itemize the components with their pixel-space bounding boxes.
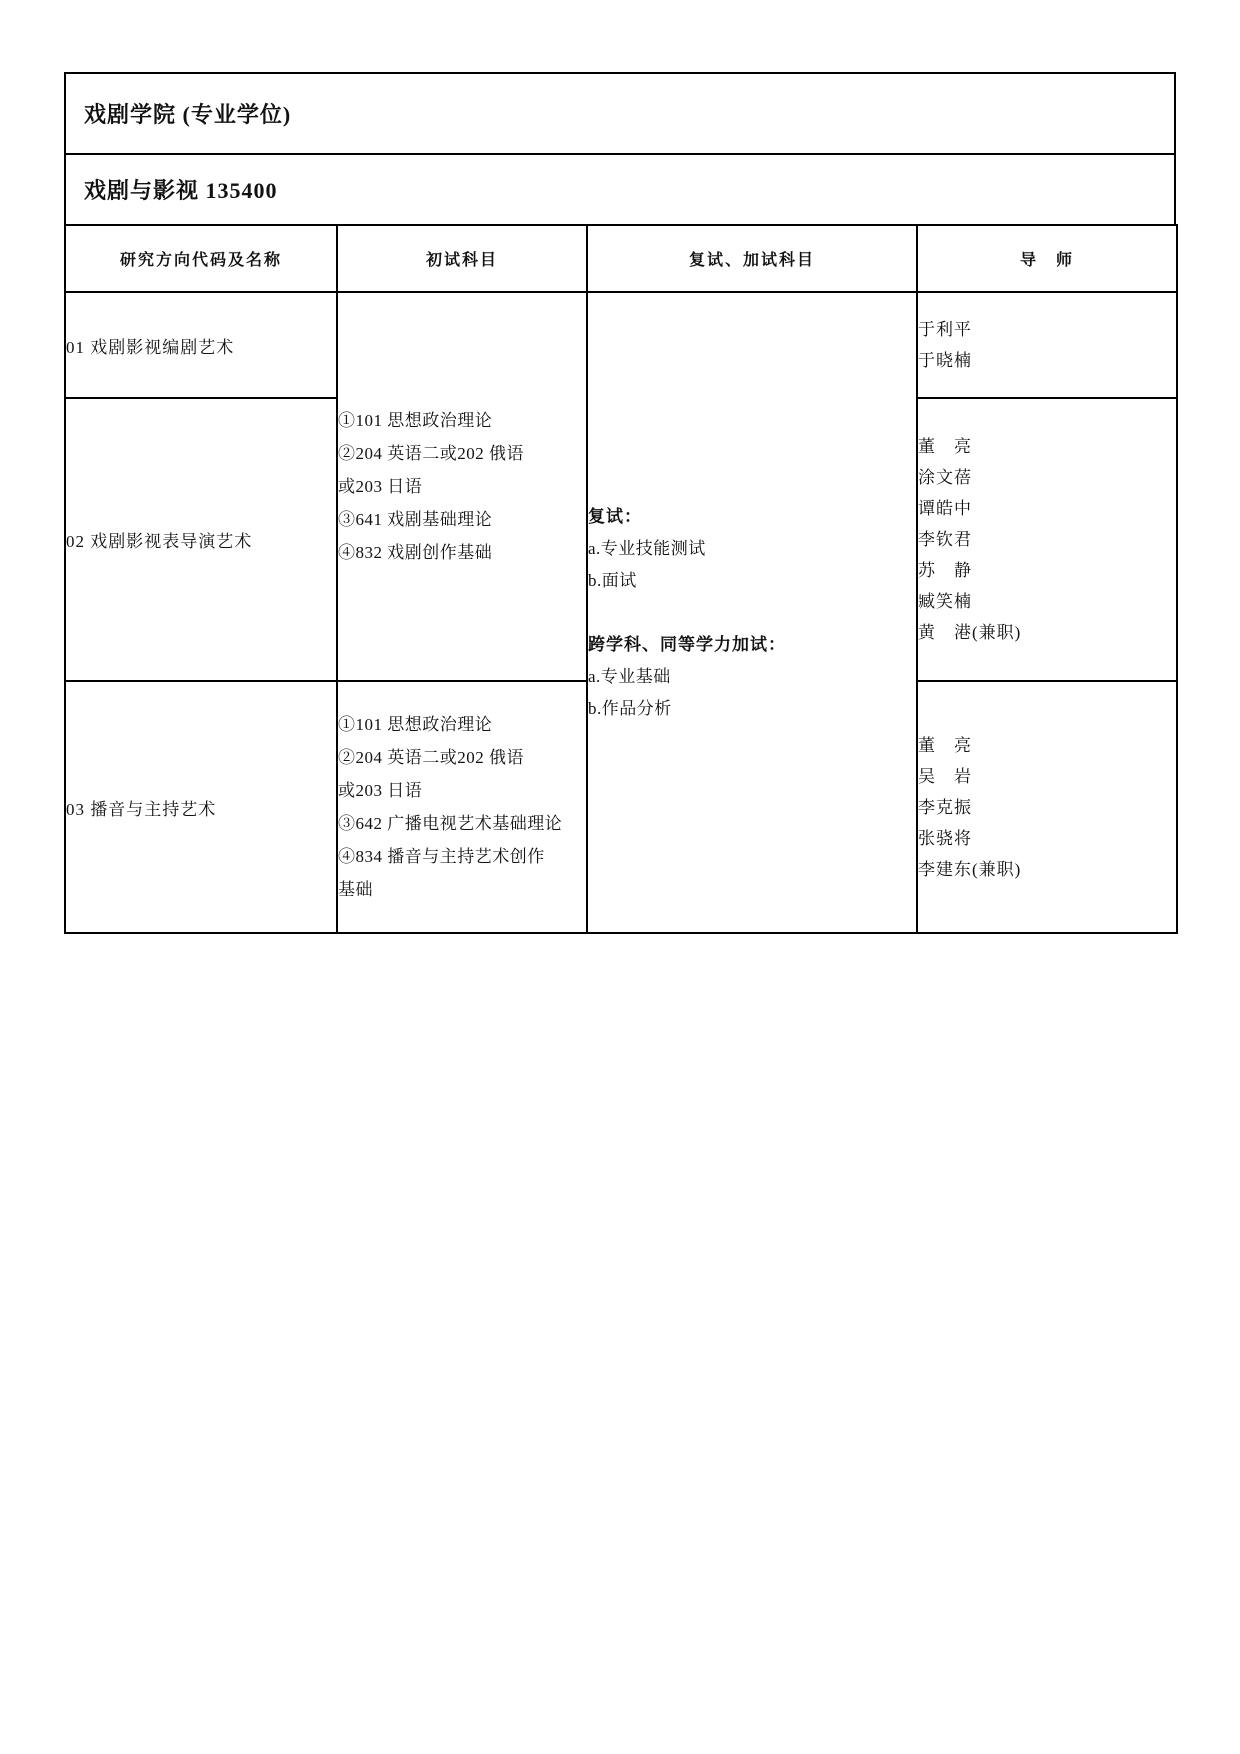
advisor-cell-02 xyxy=(917,398,1177,681)
subject-line: ③641 戏剧基础理论 xyxy=(338,510,493,529)
advisor-name: 张骁将 xyxy=(918,828,972,848)
advisor-cell-03 xyxy=(917,681,1177,933)
advisor-cell-01 xyxy=(917,292,1177,398)
subject-line: 基础 xyxy=(338,880,373,899)
subjects-cell-rows-01-02 xyxy=(337,292,587,681)
retest-cell-all-rows xyxy=(587,292,917,933)
admissions-table xyxy=(64,224,1178,934)
subject-line: ①101 思想政治理论 xyxy=(338,411,493,430)
subject-line: ①101 思想政治理论 xyxy=(338,715,493,734)
advisor-name: 谭皓中 xyxy=(918,499,972,518)
advisor-name: 董 亮 xyxy=(918,735,972,755)
advisor-name: 黄 港(兼职) xyxy=(918,623,1022,642)
content-area xyxy=(64,72,1176,934)
header-row xyxy=(65,225,1177,292)
subject-line: ④834 播音与主持艺术创作 xyxy=(338,847,545,866)
advisor-name: 董 亮 xyxy=(918,437,972,456)
col-header-retest-subjects: 复试、加试科目 xyxy=(587,225,917,292)
col-header-advisor: 导 师 xyxy=(917,225,1177,292)
subject-line: ④832 戏剧创作基础 xyxy=(338,543,493,562)
direction-cell-02: 02 戏剧影视表导演艺术 xyxy=(65,398,337,681)
advisor-name: 于晓楠 xyxy=(918,351,972,370)
college-title-box xyxy=(64,72,1176,155)
subject-line: ②204 英语二或202 俄语 xyxy=(338,444,524,463)
advisor-name: 李建东(兼职) xyxy=(918,859,1022,879)
advisor-name: 苏 静 xyxy=(918,561,972,580)
col-header-direction: 研究方向代码及名称 xyxy=(65,225,337,292)
advisor-name: 于利平 xyxy=(918,320,972,339)
table-row-01 xyxy=(65,292,1177,398)
retest-item: a.专业技能测试 xyxy=(588,538,706,558)
subjects-cell-row-03 xyxy=(337,681,587,933)
retest-section-gap xyxy=(588,597,916,629)
retest-item: b.面试 xyxy=(588,570,637,590)
college-title: 戏剧学院 (专业学位) xyxy=(84,102,292,127)
addtest-item: a.专业基础 xyxy=(588,666,671,686)
subject-line: ②204 英语二或202 俄语 xyxy=(338,748,524,767)
addtest-item: b.作品分析 xyxy=(588,698,672,718)
subject-line: ③642 广播电视艺术基础理论 xyxy=(338,814,563,833)
advisor-name: 李克振 xyxy=(918,797,972,817)
direction-cell-03: 03 播音与主持艺术 xyxy=(65,681,337,933)
advisor-name: 臧笑楠 xyxy=(918,592,972,611)
program-title: 戏剧与影视 135400 xyxy=(84,178,278,203)
col-header-initial-subjects: 初试科目 xyxy=(337,225,587,292)
advisor-name: 涂文蓓 xyxy=(918,468,972,487)
advisor-name: 吴 岩 xyxy=(918,766,972,786)
subject-line: 或203 日语 xyxy=(338,477,423,496)
direction-cell-01: 01 戏剧影视编剧艺术 xyxy=(65,292,337,398)
advisor-name: 李钦君 xyxy=(918,530,972,549)
subject-line: 或203 日语 xyxy=(338,781,423,800)
addtest-section-title: 跨学科、同等学力加试： xyxy=(588,634,786,654)
retest-section-title: 复试： xyxy=(588,506,642,526)
program-title-box xyxy=(64,153,1176,226)
